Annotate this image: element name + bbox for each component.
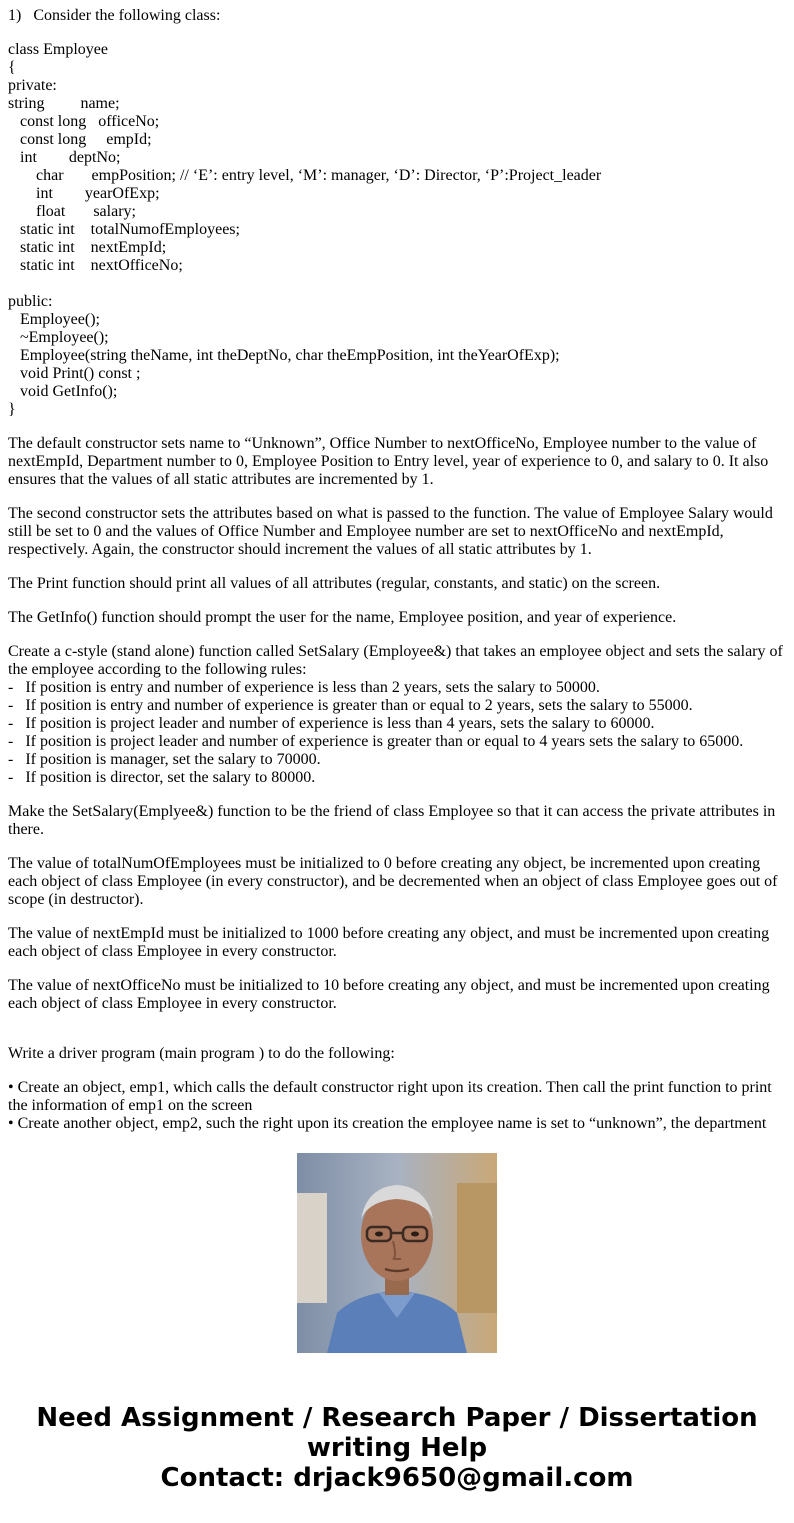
question-document (8, 7, 786, 1132)
code-line: int yearOfExp; (8, 185, 160, 202)
salary-rule: - If position is entry and number of experience is greater than or equal to 2 years, sets the salary to 55000. (8, 697, 693, 714)
next-emp-id-paragraph: The value of nextEmpId must be initialized to 1000 before creating any object, and must be incremented upon creating each object of class Employee in every constructor. (8, 925, 770, 960)
code-line: Employee(); (8, 311, 100, 328)
code-line: } (8, 401, 16, 418)
code-line: int deptNo; (8, 149, 121, 166)
code-line: float salary; (8, 203, 136, 220)
salary-rule: - If position is project leader and number of experience is greater than or equal to 4 years sets the salary to 65000. (8, 733, 744, 750)
footer-line: Need Assignment / Research Paper / Dissertation (36, 1403, 758, 1433)
next-office-no-paragraph: The value of nextOfficeNo must be initialized to 10 before creating any object, and must be incremented upon creating each object of class Employee in every constructor. (8, 977, 770, 1012)
code-line: { (8, 59, 16, 76)
footer-banner (0, 1403, 794, 1493)
code-line: void GetInfo(); (8, 383, 118, 400)
second-constructor-paragraph: The second constructor sets the attributes based on what is passed to the function. The value of Employee Salary would still be set to 0 and the values of Office Number and Employee number are set to nextOfficeNo and nextEmpId, respectively. Again, the constructor should increment the values of all static attributes by 1. (8, 505, 773, 558)
code-line (8, 275, 786, 293)
code-line: public: (8, 293, 53, 310)
salary-rule: - If position is manager, set the salary to 70000. (8, 751, 321, 768)
salary-rule: - If position is director, set the salary to 80000. (8, 769, 316, 786)
code-line: ~Employee(); (8, 329, 109, 346)
question-intro: 1) Consider the following class: (8, 7, 221, 24)
code-line: private: (8, 77, 57, 94)
code-line: class Employee (8, 41, 108, 58)
setsalary-section (8, 643, 786, 787)
print-function-paragraph: The Print function should print all values of all attributes (regular, constants, and static) on the screen. (8, 575, 661, 592)
footer-contact: Contact: drjack9650@gmail.com (160, 1463, 634, 1493)
code-line: static int nextEmpId; (8, 239, 167, 256)
class-code-block (8, 41, 786, 419)
default-constructor-paragraph: The default constructor sets name to “Unknown”, Office Number to nextOfficeNo, Employee number to the value of nextEmpId, Department number to 0, Employee Position to Entry level, year of experience to 0, and salary to 0. It also ensures that the values of all static attributes are incremented by 1. (8, 435, 769, 488)
code-line: Employee(string theName, int theDeptNo, char theEmpPosition, int theYearOfExp); (8, 347, 560, 364)
driver-bullet: • Create an object, emp1, which calls the default constructor right upon its creation. Then call the print function to print the information of emp1 on the screen (8, 1079, 772, 1114)
getinfo-paragraph: The GetInfo() function should prompt the user for the name, Employee position, and year of experience. (8, 609, 677, 626)
code-line: static int nextOfficeNo; (8, 257, 183, 274)
footer-line: writing Help (306, 1433, 488, 1463)
salary-rule: - If position is entry and number of experience is less than 2 years, sets the salary to 50000. (8, 679, 600, 696)
driver-program-paragraph: Write a driver program (main program ) to do the following: (8, 1045, 395, 1062)
code-line: string name; (8, 95, 120, 112)
code-line: const long officeNo; (8, 113, 160, 130)
code-line: void Print() const ; (8, 365, 141, 382)
person-photo-icon (297, 1153, 497, 1353)
code-line: static int totalNumofEmployees; (8, 221, 240, 238)
setsalary-paragraph: Create a c-style (stand alone) function called SetSalary (Employee&) that takes an employee object and sets the salary of the employee according to the following rules: (8, 643, 783, 678)
friend-function-paragraph: Make the SetSalary(Emplyee&) function to be the friend of class Employee so that it can access the private attributes in there. (8, 803, 776, 838)
tutor-avatar (297, 1153, 497, 1353)
driver-bullet: • Create another object, emp2, such the right upon its creation the employee name is set to “unknown”, the department (8, 1115, 767, 1132)
code-line: const long empId; (8, 131, 152, 148)
code-line: char empPosition; // ‘E’: entry level, ‘M’: manager, ‘D’: Director, ‘P’:Project_leader (8, 167, 602, 184)
salary-rule: - If position is project leader and number of experience is less than 4 years, sets the salary to 60000. (8, 715, 655, 732)
total-employees-paragraph: The value of totalNumOfEmployees must be initialized to 0 before creating any object, be incremented upon creating each object of class Employee (in every constructor), and be decremented when an object of class Employee goes out of scope (in destructor). (8, 855, 778, 908)
